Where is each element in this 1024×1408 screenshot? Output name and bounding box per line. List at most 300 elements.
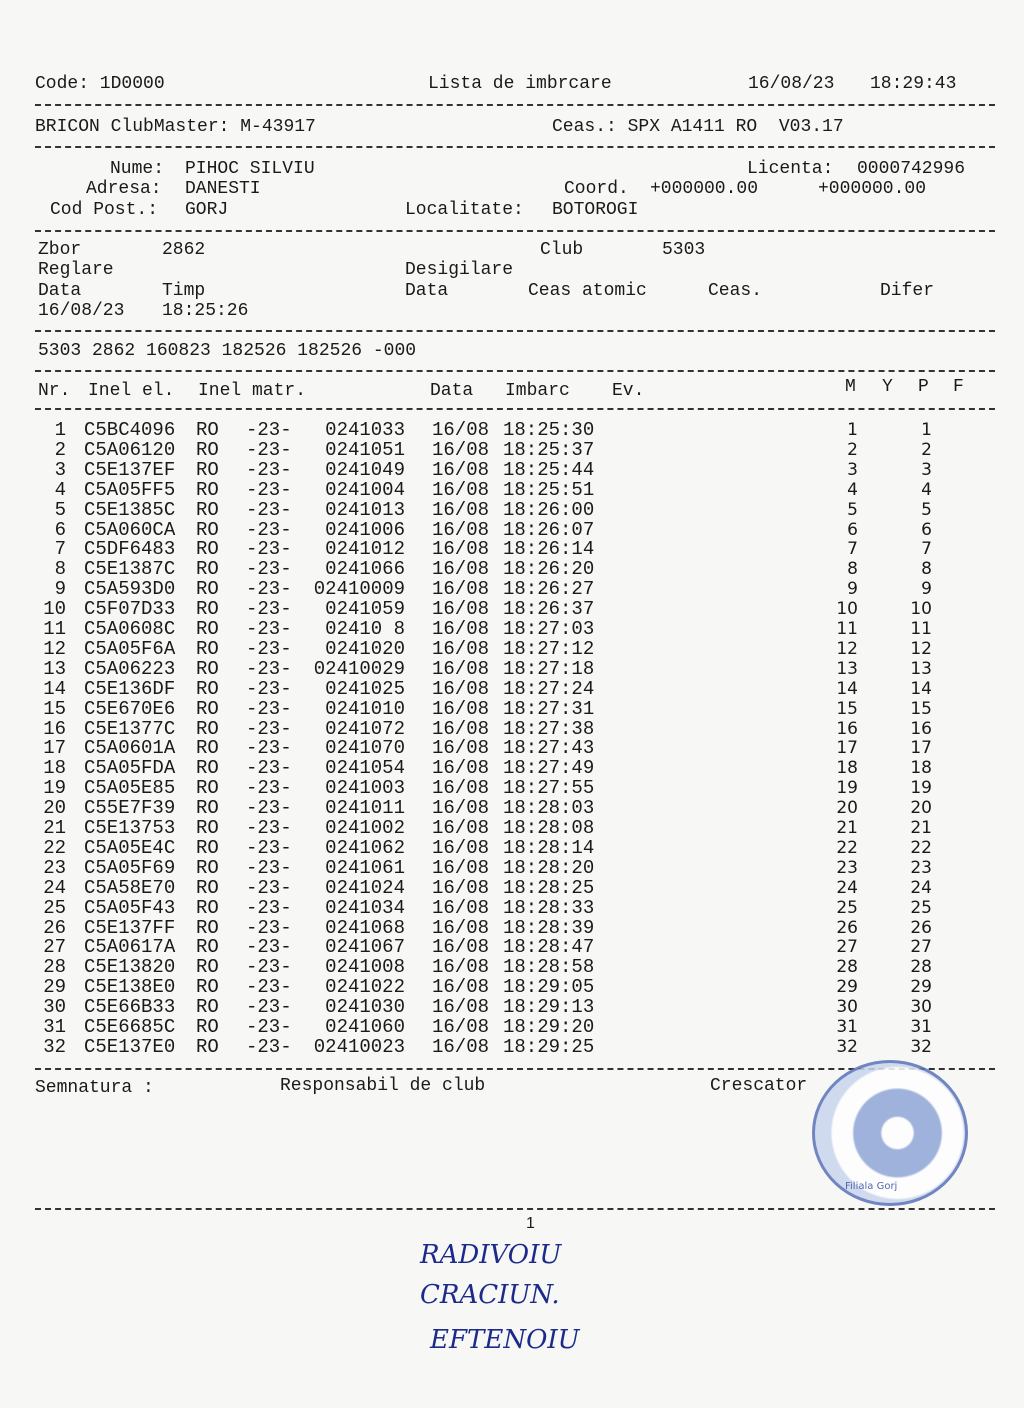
ring-year: -23- — [246, 478, 292, 501]
coord-1: +000000.00 — [650, 179, 759, 199]
arrival-date: 16/08 — [432, 598, 490, 621]
table-row — [0, 1037, 1024, 1057]
owner-name: PIHOC SILVIU — [185, 159, 315, 179]
ring-electronic: C5A0617A — [84, 936, 176, 959]
ring-number: 0241002 — [325, 817, 405, 839]
divider — [35, 230, 995, 232]
position-p: 11 — [910, 619, 932, 639]
row-nr: 16 — [43, 717, 66, 740]
arrival-time: 18:28:47 — [503, 936, 595, 959]
arrival-date: 16/08 — [432, 896, 490, 919]
row-nr: 7 — [54, 538, 66, 561]
arrival-date: 16/08 — [432, 518, 490, 541]
divider — [35, 408, 995, 410]
position-m: 29 — [836, 977, 858, 998]
ring-electronic: C5A05F43 — [84, 896, 176, 919]
position-p: 28 — [910, 957, 932, 978]
table-row — [0, 778, 1024, 798]
ring-country: RO — [196, 737, 219, 760]
ring-country: RO — [196, 677, 219, 700]
col-imbarc: Imbarc — [505, 381, 570, 401]
reglare-time: 18:25:26 — [162, 301, 249, 321]
ring-number: 0241008 — [325, 956, 405, 979]
divider — [35, 370, 995, 372]
arrival-date: 16/08 — [432, 856, 490, 879]
ring-country: RO — [196, 498, 219, 521]
position-p: 8 — [921, 559, 932, 580]
arrival-time: 18:28:03 — [503, 797, 595, 820]
ring-electronic: C5BC4096 — [84, 419, 176, 441]
position-p: 23 — [910, 857, 932, 878]
ring-country: RO — [196, 956, 219, 979]
position-m: 24 — [836, 877, 858, 898]
arrival-time: 18:29:20 — [503, 1016, 595, 1038]
ring-electronic: C5E1385C — [84, 498, 176, 521]
arrival-date: 16/08 — [432, 578, 490, 601]
col-inel-el: Inel el. — [88, 381, 175, 401]
table-row — [0, 798, 1024, 818]
table-row — [0, 679, 1024, 699]
locality-label: Localitate: — [405, 200, 524, 220]
arrival-date: 16/08 — [432, 558, 490, 581]
position-m: 8 — [847, 559, 858, 580]
row-nr: 32 — [43, 1035, 66, 1058]
ring-electronic: C5A0608C — [84, 618, 176, 640]
table-row — [0, 619, 1024, 639]
ring-number: 0241013 — [325, 498, 405, 521]
arrival-date: 16/08 — [432, 697, 490, 720]
ring-country: RO — [196, 697, 219, 720]
arrival-date: 16/08 — [432, 438, 490, 461]
arrival-time: 18:27:18 — [503, 657, 595, 680]
ring-year: -23- — [246, 996, 292, 1019]
signature-3: EFTENOIU — [430, 1325, 580, 1355]
ring-number: 0241003 — [325, 777, 405, 800]
divider — [35, 1208, 995, 1210]
arrival-date: 16/08 — [432, 538, 490, 561]
ring-number: 0241062 — [325, 836, 405, 859]
ring-electronic: C5DF6483 — [84, 538, 176, 561]
ring-year: -23- — [246, 976, 292, 999]
ring-year: -23- — [246, 558, 292, 581]
position-p: 2 — [921, 439, 932, 460]
ring-year: -23- — [246, 1016, 292, 1038]
table-row — [0, 977, 1024, 997]
ring-electronic: C5E13820 — [84, 956, 176, 979]
arrival-date: 16/08 — [432, 797, 490, 820]
position-m: 9 — [847, 579, 858, 600]
ring-number: 0241020 — [325, 637, 405, 660]
arrival-date: 16/08 — [432, 657, 490, 680]
code: Code: 1D0000 — [35, 74, 165, 94]
ring-number: 0241072 — [325, 717, 405, 740]
ring-number: 0241004 — [325, 478, 405, 501]
position-p: 19 — [910, 778, 932, 799]
ring-country: RO — [196, 856, 219, 879]
table-row — [0, 719, 1024, 739]
ring-electronic: C5A06223 — [84, 657, 176, 680]
ring-country: RO — [196, 797, 219, 820]
arrival-time: 18:28:39 — [503, 916, 595, 939]
position-p: 20 — [910, 798, 932, 819]
ring-electronic: C5E1377C — [84, 717, 176, 740]
arrival-date: 16/08 — [432, 677, 490, 700]
position-m: 6 — [847, 519, 858, 540]
table-row — [0, 838, 1024, 858]
arrival-time: 18:25:44 — [503, 458, 595, 481]
ring-number: 0241034 — [325, 896, 405, 919]
row-nr: 2 — [54, 438, 66, 461]
desigilare-label: Desigilare — [405, 260, 514, 280]
ring-year: -23- — [246, 717, 292, 740]
ring-country: RO — [196, 896, 219, 919]
table-row — [0, 738, 1024, 758]
club: 5303 — [662, 240, 706, 260]
ring-electronic: C5A060CA — [84, 518, 176, 541]
position-m: 12 — [836, 638, 858, 659]
position-p: 15 — [910, 698, 932, 719]
ring-number: 0241024 — [325, 876, 405, 899]
ring-number: 0241011 — [325, 797, 405, 820]
ring-number: 0241066 — [325, 558, 405, 581]
ring-number: 02410009 — [313, 578, 405, 601]
arrival-time: 18:26:14 — [503, 538, 595, 561]
table-row — [0, 898, 1024, 918]
ring-number: 02410 8 — [325, 618, 405, 640]
position-p: 14 — [910, 678, 932, 699]
arrival-date: 16/08 — [432, 737, 490, 760]
ring-year: -23- — [246, 419, 292, 441]
ring-country: RO — [196, 618, 219, 640]
row-nr: 14 — [43, 677, 66, 700]
position-m: 27 — [836, 937, 858, 958]
ring-country: RO — [196, 996, 219, 1019]
arrival-time: 18:27:43 — [503, 737, 595, 760]
position-p: 3 — [921, 459, 932, 480]
ring-year: -23- — [246, 737, 292, 760]
ring-number: 02410023 — [313, 1035, 405, 1058]
ring-electronic: C5A05E85 — [84, 777, 176, 800]
postcode-label: Cod Post.: — [50, 200, 159, 220]
ring-year: -23- — [246, 836, 292, 859]
position-p: 13 — [910, 658, 932, 679]
position-p: 6 — [921, 519, 932, 540]
print-date: 16/08/23 — [748, 74, 835, 94]
ring-electronic: C5E66B33 — [84, 996, 176, 1019]
row-nr: 15 — [43, 697, 66, 720]
col-m: M — [845, 377, 856, 397]
table-row — [0, 818, 1024, 838]
position-p: 17 — [910, 738, 932, 759]
ring-year: -23- — [246, 498, 292, 521]
row-nr: 11 — [43, 618, 66, 640]
address: DANESTI — [185, 179, 261, 199]
ring-year: -23- — [246, 797, 292, 820]
ring-number: 0241030 — [325, 996, 405, 1019]
table-row — [0, 599, 1024, 619]
arrival-date: 16/08 — [432, 916, 490, 939]
name-label: Nume: — [110, 159, 165, 179]
ring-electronic: C5A05FF5 — [84, 478, 176, 501]
position-p: 1 — [921, 420, 932, 440]
arrival-date: 16/08 — [432, 1035, 490, 1058]
position-p: 29 — [910, 977, 932, 998]
table-row — [0, 420, 1024, 440]
position-m: 17 — [836, 738, 858, 759]
arrival-time: 18:27:38 — [503, 717, 595, 740]
ring-year: -23- — [246, 916, 292, 939]
ring-electronic: C5A05FDA — [84, 757, 176, 780]
postcode: GORJ — [185, 200, 229, 220]
ceas-atomic-label: Ceas atomic — [528, 281, 647, 301]
ring-country: RO — [196, 1016, 219, 1038]
position-p: 24 — [910, 877, 932, 898]
reglare-label: Reglare — [38, 260, 114, 280]
position-m: 22 — [836, 837, 858, 858]
timp-label: Timp — [162, 281, 206, 301]
table-row — [0, 937, 1024, 957]
ring-electronic: C5E137E0 — [84, 1035, 176, 1058]
ring-electronic: C55E7F39 — [84, 797, 176, 820]
signature-2: CRACIUN. — [420, 1280, 560, 1310]
ring-number: 0241012 — [325, 538, 405, 561]
arrival-time: 18:27:49 — [503, 757, 595, 780]
licence: 0000742996 — [857, 159, 966, 179]
arrival-date: 16/08 — [432, 458, 490, 481]
arrival-time: 18:28:58 — [503, 956, 595, 979]
row-nr: 8 — [54, 558, 66, 581]
table-row — [0, 758, 1024, 778]
arrival-date: 16/08 — [432, 419, 490, 441]
table-row — [0, 957, 1024, 977]
ring-year: -23- — [246, 757, 292, 780]
ring-number: 0241033 — [325, 419, 405, 441]
arrival-time: 18:26:07 — [503, 518, 595, 541]
ring-country: RO — [196, 438, 219, 461]
row-nr: 31 — [43, 1016, 66, 1038]
ring-number: 0241059 — [325, 598, 405, 621]
table-row — [0, 559, 1024, 579]
row-nr: 5 — [54, 498, 66, 521]
position-m: 28 — [836, 957, 858, 978]
ring-electronic: C5E670E6 — [84, 697, 176, 720]
row-nr: 10 — [43, 598, 66, 621]
position-p: 7 — [921, 539, 932, 560]
ring-number: 0241006 — [325, 518, 405, 541]
table-row — [0, 579, 1024, 599]
ring-electronic: C5E137EF — [84, 458, 176, 481]
ring-country: RO — [196, 578, 219, 601]
ring-year: -23- — [246, 637, 292, 660]
row-nr: 3 — [54, 458, 66, 481]
row-nr: 22 — [43, 836, 66, 859]
ring-year: -23- — [246, 936, 292, 959]
position-p: 21 — [910, 818, 932, 838]
arrival-date: 16/08 — [432, 618, 490, 640]
ring-number: 0241010 — [325, 697, 405, 720]
position-p: 30 — [910, 997, 932, 1018]
position-m: 16 — [836, 718, 858, 739]
arrival-date: 16/08 — [432, 876, 490, 899]
arrival-date: 16/08 — [432, 637, 490, 660]
col-y: Y — [882, 377, 893, 397]
arrival-time: 18:26:27 — [503, 578, 595, 601]
ring-country: RO — [196, 976, 219, 999]
ring-electronic: C5E136DF — [84, 677, 176, 700]
position-m: 4 — [847, 479, 858, 500]
position-m: 19 — [836, 778, 858, 799]
col-data: Data — [430, 381, 474, 401]
position-p: 10 — [910, 599, 932, 620]
table-row — [0, 480, 1024, 500]
position-p: 12 — [910, 638, 932, 659]
row-nr: 9 — [54, 578, 66, 601]
ring-number: 0241068 — [325, 916, 405, 939]
row-nr: 30 — [43, 996, 66, 1019]
col-inel-matr: Inel matr. — [198, 381, 307, 401]
ring-number: 0241025 — [325, 677, 405, 700]
ring-electronic: C5E138E0 — [84, 976, 176, 999]
table-row — [0, 659, 1024, 679]
table-row — [0, 699, 1024, 719]
position-m: 30 — [836, 997, 858, 1018]
ring-year: -23- — [246, 817, 292, 839]
ring-year: -23- — [246, 876, 292, 899]
signature-1: RADIVOIU — [420, 1240, 562, 1270]
arrival-time: 18:26:37 — [503, 598, 595, 621]
responsabil-label: Responsabil de club — [280, 1076, 486, 1096]
ring-year: -23- — [246, 856, 292, 879]
ring-number: 0241061 — [325, 856, 405, 879]
difer-label: Difer — [880, 281, 935, 301]
row-nr: 27 — [43, 936, 66, 959]
table-row — [0, 639, 1024, 659]
position-m: 32 — [836, 1036, 858, 1057]
arrival-time: 18:28:33 — [503, 896, 595, 919]
row-nr: 1 — [54, 419, 66, 441]
licence-label: Licenta: — [747, 159, 834, 179]
ring-year: -23- — [246, 538, 292, 561]
row-nr: 12 — [43, 637, 66, 660]
ring-country: RO — [196, 876, 219, 899]
page-number: 1 — [526, 1215, 535, 1232]
reglare-date: 16/08/23 — [38, 301, 125, 321]
arrival-time: 18:27:55 — [503, 777, 595, 800]
position-m: 25 — [836, 897, 858, 918]
zbor-label: Zbor — [38, 240, 82, 260]
ring-year: -23- — [246, 956, 292, 979]
ring-country: RO — [196, 757, 219, 780]
ring-year: -23- — [246, 438, 292, 461]
row-nr: 21 — [43, 817, 66, 839]
position-m: 31 — [836, 1017, 858, 1037]
col-nr: Nr. — [38, 381, 71, 401]
position-m: 2 — [847, 439, 858, 460]
position-m: 3 — [847, 459, 858, 480]
ring-electronic: C5A06120 — [84, 438, 176, 461]
position-p: 26 — [910, 917, 932, 938]
semnatura-label: Semnatura : — [35, 1078, 154, 1098]
divider — [35, 104, 995, 106]
ring-year: -23- — [246, 657, 292, 680]
ring-country: RO — [196, 478, 219, 501]
arrival-date: 16/08 — [432, 777, 490, 800]
ring-electronic: C5A05F69 — [84, 856, 176, 879]
arrival-time: 18:28:08 — [503, 817, 595, 839]
ring-year: -23- — [246, 598, 292, 621]
divider — [35, 146, 995, 148]
col-p: P — [918, 377, 929, 397]
ring-electronic: C5A0601A — [84, 737, 176, 760]
arrival-date: 16/08 — [432, 836, 490, 859]
data-label: Data — [38, 281, 82, 301]
arrival-time: 18:25:37 — [503, 438, 595, 461]
arrival-date: 16/08 — [432, 1016, 490, 1038]
ring-year: -23- — [246, 618, 292, 640]
ring-number: 0241060 — [325, 1016, 405, 1038]
ring-country: RO — [196, 717, 219, 740]
ring-country: RO — [196, 419, 219, 441]
ring-year: -23- — [246, 677, 292, 700]
col-ev: Ev. — [612, 381, 645, 401]
ring-country: RO — [196, 458, 219, 481]
ring-year: -23- — [246, 896, 292, 919]
position-p: 27 — [910, 937, 932, 958]
zbor: 2862 — [162, 240, 206, 260]
row-nr: 19 — [43, 777, 66, 800]
ring-electronic: C5A593D0 — [84, 578, 176, 601]
ring-electronic: C5E13753 — [84, 817, 176, 839]
position-m: 10 — [836, 599, 858, 620]
position-m: 11 — [836, 619, 858, 639]
arrival-time: 18:26:20 — [503, 558, 595, 581]
position-m: 7 — [847, 539, 858, 560]
table-row — [0, 858, 1024, 878]
position-p: 9 — [921, 579, 932, 600]
ring-electronic: C5A58E70 — [84, 876, 176, 899]
table-row — [0, 440, 1024, 460]
clubmaster: BRICON ClubMaster: M-43917 — [35, 117, 316, 137]
position-p: 32 — [910, 1036, 932, 1057]
table-row — [0, 460, 1024, 480]
ring-electronic: C5E1387C — [84, 558, 176, 581]
table-row — [0, 539, 1024, 559]
row-nr: 20 — [43, 797, 66, 820]
arrival-date: 16/08 — [432, 936, 490, 959]
arrival-time: 18:27:03 — [503, 618, 595, 640]
arrival-date: 16/08 — [432, 478, 490, 501]
ring-country: RO — [196, 936, 219, 959]
coord-2: +000000.00 — [818, 179, 927, 199]
ring-electronic: C5F07D33 — [84, 598, 176, 621]
row-nr: 26 — [43, 916, 66, 939]
arrival-date: 16/08 — [432, 717, 490, 740]
position-p: 4 — [921, 479, 932, 500]
ring-country: RO — [196, 777, 219, 800]
arrival-date: 16/08 — [432, 976, 490, 999]
position-m: 26 — [836, 917, 858, 938]
position-p: 31 — [910, 1017, 932, 1037]
ring-number: 0241054 — [325, 757, 405, 780]
row-nr: 18 — [43, 757, 66, 780]
table-row — [0, 520, 1024, 540]
position-m: 1 — [847, 420, 858, 440]
arrival-time: 18:28:14 — [503, 836, 595, 859]
ring-number: 0241070 — [325, 737, 405, 760]
row-nr: 17 — [43, 737, 66, 760]
row-nr: 24 — [43, 876, 66, 899]
position-p: 5 — [921, 499, 932, 520]
